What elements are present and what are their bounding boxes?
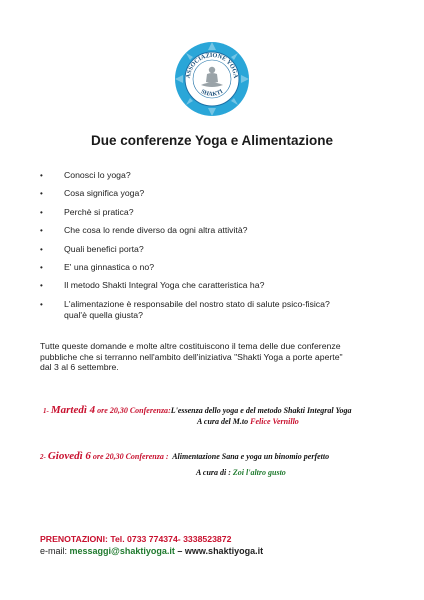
email-label: e-mail: xyxy=(40,546,68,556)
event-day: Giovedì 6 xyxy=(47,450,91,462)
question-text: Quali benefici porta? xyxy=(64,243,144,254)
list-item xyxy=(40,225,330,236)
event-number: 2- xyxy=(40,453,46,461)
bullet-icon: • xyxy=(40,244,43,254)
question-text: Cosa significa yoga? xyxy=(64,188,145,199)
curator-name: Zoi l'altro gusto xyxy=(232,468,286,477)
list-item xyxy=(40,280,330,291)
question-text: Che cosa lo rende diverso da ogni altra attività? xyxy=(64,225,248,236)
booking-phone: Tel. 0733 774374- 3338523872 xyxy=(110,534,232,544)
bullet-icon: • xyxy=(40,171,43,180)
event-topic: Alimentazione Sana e yoga un binomio perfetto xyxy=(172,452,330,461)
event-time: ore 20,30 xyxy=(92,452,124,461)
association-logo xyxy=(173,40,251,118)
curator-prefix: A cura del M.to xyxy=(197,417,249,426)
question-text: Il metodo Shakti Integral Yoga che caratteristica ha? xyxy=(64,280,265,291)
list-item xyxy=(40,188,330,199)
booking-label: PRENOTAZIONI: xyxy=(40,534,108,544)
website-link[interactable]: www.shaktiyoga.it xyxy=(184,546,264,556)
event-1-line xyxy=(43,404,351,416)
curator-prefix: A cura di : xyxy=(196,468,231,477)
list-item xyxy=(40,207,330,218)
question-text: Conosci lo yoga? xyxy=(64,170,131,180)
event-separator: : xyxy=(163,452,169,461)
event-1-curator xyxy=(197,417,299,426)
list-item xyxy=(40,262,330,273)
booking-line xyxy=(40,534,231,544)
email-link[interactable]: messaggi@shaktiyoga.it xyxy=(69,546,175,556)
logo-text-top: ASSOCIAZIONE YOGA xyxy=(184,51,240,79)
list-item xyxy=(40,299,330,321)
question-text: Perchè si pratica? xyxy=(64,206,134,217)
list-item xyxy=(40,244,330,255)
question-list xyxy=(40,170,330,328)
curator-name: Felice Vernillo xyxy=(250,417,299,426)
list-item xyxy=(40,170,330,181)
bullet-icon: • xyxy=(40,226,43,236)
event-label: Conferenza xyxy=(129,406,169,415)
event-topic: L'essenza dello yoga e del metodo Shakti Integral Yoga xyxy=(170,406,352,415)
intro-paragraph: Tutte queste domande e molte altre costituiscono il tema delle due conferenze pubbliche che si terranno nell'ambito dell'iniziativa "Shakti Yoga a porte aperte" dal 3 al 6 settembre. xyxy=(40,341,343,372)
bullet-icon: • xyxy=(40,207,43,217)
page-title: Due conferenze Yoga e Alimentazione xyxy=(90,133,334,148)
question-text: L'alimentazione è responsabile del nostro stato di salute psico-fisica? qual'è quella giusta? xyxy=(64,298,330,320)
event-2-curator xyxy=(196,468,286,477)
question-text: E' una ginnastica o no? xyxy=(64,261,155,272)
event-time: ore 20,30 xyxy=(97,406,128,415)
bullet-icon: • xyxy=(40,262,43,272)
contact-line xyxy=(40,546,263,556)
event-label: Conferenza xyxy=(125,452,164,461)
event-number: 1- xyxy=(43,407,49,415)
bullet-icon: • xyxy=(40,189,43,199)
contact-separator: – xyxy=(177,546,183,556)
event-separator: : xyxy=(168,406,171,415)
logo-text-bottom: SHAKTI xyxy=(199,88,225,98)
event-day: Martedì 4 xyxy=(50,404,96,416)
event-2-line xyxy=(40,450,329,462)
bullet-icon: • xyxy=(40,299,43,309)
bullet-icon: • xyxy=(40,281,43,291)
